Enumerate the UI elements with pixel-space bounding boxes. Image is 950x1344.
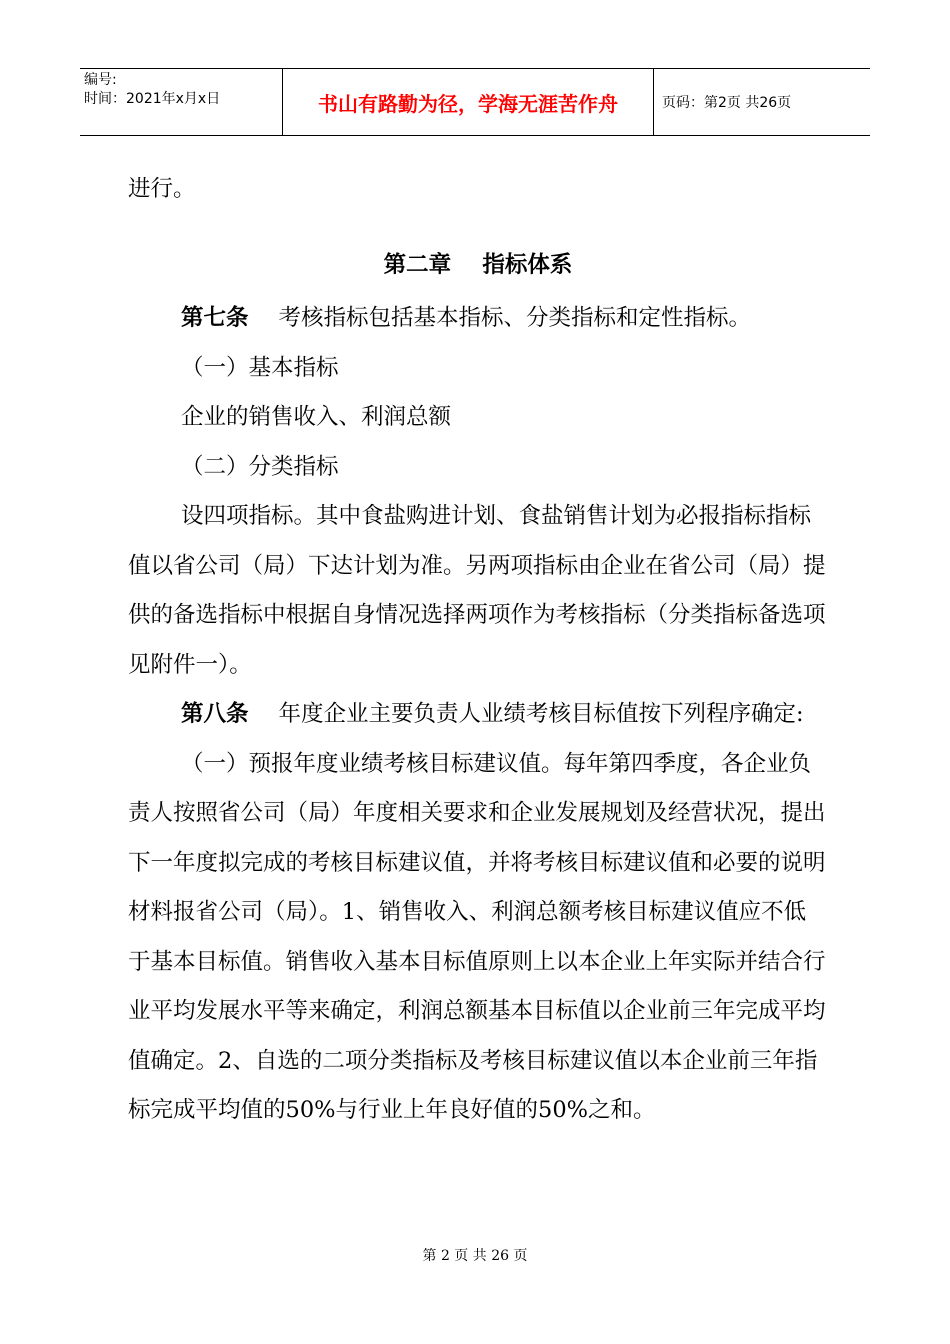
document-number: 编号: <box>84 72 117 88</box>
header-page-info: 页码：第2页 共26页 <box>662 95 792 111</box>
article-8-label: 第八条 <box>181 701 249 727</box>
header-left-cell <box>80 69 282 135</box>
document-date: 时间：2021年x月x日 <box>84 91 221 107</box>
article-7-text: 考核指标包括基本指标、分类指标和定性指标。 <box>278 305 752 331</box>
section-basic-title: （一）基本指标 <box>181 354 339 381</box>
paragraph-continuation: 进行。 <box>128 176 196 202</box>
section-category-text: 设四项指标。其中食盐购进计划、食盐销售计划为必报指标指标值以省公司（局）下达计划为准。另两项指标由企业在省公司（局）提供的备选指标中根据自身情况选择两项作为考核指标（分类指标备选项见附件一）。 <box>128 503 826 678</box>
chapter-title: 第二章 指标体系 <box>383 251 573 278</box>
article-8-text: 年度企业主要负责人业绩考核目标值按下列程序确定: <box>278 701 804 727</box>
header-table <box>80 68 870 136</box>
header-motto: 书山有路勤为径，学海无涯苦作舟 <box>282 69 654 135</box>
article-8-paragraph-1: （一）预报年度业绩考核目标建议值。每年第四季度，各企业负责人按照省公司（局）年度相关要求和企业发展规划及经营状况，提出下一年度拟完成的考核目标建议值，并将考核目标建议值和必要的说明材料报省公司（局）。1、销售收入、利润总额考核目标建议值应不低于基本目标值。销售收入基本目标值原则上以本企业上年实际并结合行业平均发展水平等来确定，利润总额基本目标值以企业前三年完成平均值确定。2、自选的二项分类指标及考核目标建议值以本企业前三年指标完成平均值的50%与行业上年良好值的50%之和。 <box>128 750 826 1123</box>
document-body <box>128 165 828 1136</box>
section-category-title: （二）分类指标 <box>181 453 339 480</box>
article-7-label: 第七条 <box>181 305 249 331</box>
page-footer: 第 2 页 共 26 页 <box>422 1248 528 1264</box>
article-7 <box>128 294 828 344</box>
article-8 <box>128 690 828 740</box>
section-basic-text: 企业的销售收入、利润总额 <box>181 404 452 430</box>
